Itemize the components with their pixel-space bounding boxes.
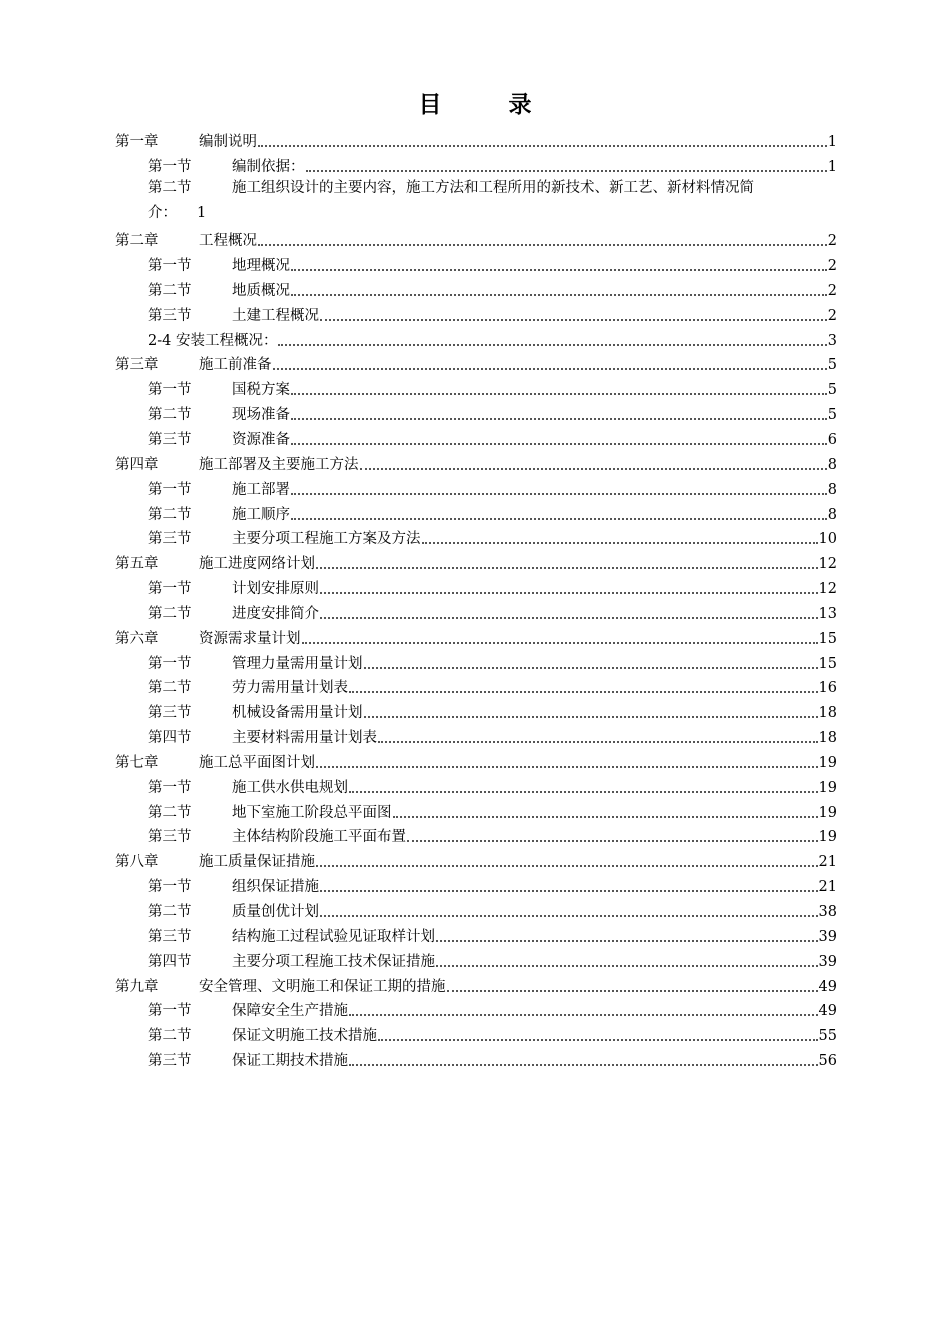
toc-entry-text: 施工总平面图计划 xyxy=(199,754,315,771)
toc-entry-number: 第四节 xyxy=(148,730,192,747)
toc-entry-text: 土建工程概况 xyxy=(232,307,319,324)
toc-entry-page: 1 xyxy=(827,133,837,150)
toc-entry-page: 6 xyxy=(827,431,837,448)
toc-entry-page: 1 xyxy=(827,158,837,175)
toc-entry-text: 资源准备 xyxy=(232,431,290,448)
toc-entry-page: 8 xyxy=(827,456,837,473)
toc-entry-section[interactable] xyxy=(115,772,837,797)
toc-dot-leader xyxy=(320,592,818,594)
toc-entry-page: 19 xyxy=(818,829,837,846)
toc-dot-leader xyxy=(258,244,827,246)
toc-entry-page: 39 xyxy=(818,953,837,970)
toc-entry-page: 15 xyxy=(818,630,837,647)
toc-entry-text: 结构施工过程试验见证取样计划 xyxy=(232,928,435,945)
toc-entry-number: 第一章 xyxy=(115,133,159,150)
toc-dot-leader xyxy=(291,443,827,445)
toc-entry-text: 施工部署 xyxy=(232,481,290,498)
toc-entry-number: 第三节 xyxy=(148,928,192,945)
toc-entry-number: 第一节 xyxy=(148,1003,192,1020)
toc-entry-section[interactable] xyxy=(115,797,837,822)
toc-entry-page: 8 xyxy=(827,481,837,498)
toc-entry-page: 13 xyxy=(818,605,837,622)
toc-entry-chapter[interactable] xyxy=(115,623,837,648)
toc-entry-number: 第一节 xyxy=(148,779,192,796)
toc-entry-chapter[interactable] xyxy=(115,971,837,996)
toc-entry-text-continued: 介： xyxy=(148,204,177,221)
toc-entry-text: 管理力量需用量计划 xyxy=(232,655,363,672)
toc-entry-text: 资源需求量计划 xyxy=(199,630,301,647)
toc-entry-number: 第二节 xyxy=(148,804,192,821)
toc-entry-text: 保证文明施工技术措施 xyxy=(232,1028,377,1045)
toc-entry-number: 第二章 xyxy=(115,233,159,250)
toc-entry-section[interactable] xyxy=(115,871,837,896)
table-of-contents xyxy=(115,126,837,1070)
toc-entry-number: 第一节 xyxy=(148,382,192,399)
toc-entry-number: 第三节 xyxy=(148,431,192,448)
toc-entry-text: 主体结构阶段施工平面布置 xyxy=(232,829,406,846)
toc-dot-leader xyxy=(360,468,827,470)
toc-entry-page: 55 xyxy=(818,1028,837,1045)
toc-dot-leader xyxy=(316,865,818,867)
toc-entry-page: 2 xyxy=(827,282,837,299)
toc-dot-leader xyxy=(436,940,818,942)
toc-entry-section[interactable] xyxy=(115,921,837,946)
toc-entry-text: 施工质量保证措施 xyxy=(199,854,315,871)
toc-entry-page: 19 xyxy=(818,754,837,771)
toc-entry-chapter[interactable] xyxy=(115,449,837,474)
toc-entry-page: 15 xyxy=(818,655,837,672)
toc-entry-section[interactable] xyxy=(115,374,837,399)
toc-entry-number: 第四章 xyxy=(115,456,159,473)
toc-entry-number: 第一节 xyxy=(148,879,192,896)
toc-entry-text: 编制依据： xyxy=(232,158,305,175)
toc-entry-number: 第八章 xyxy=(115,854,159,871)
toc-entry-section[interactable] xyxy=(115,697,837,722)
toc-dot-leader xyxy=(349,691,818,693)
toc-entry-text: 地下室施工阶段总平面图 xyxy=(232,804,392,821)
toc-entry-text: 安全管理、文明施工和保证工期的措施 xyxy=(199,978,446,995)
toc-entry-section[interactable] xyxy=(115,325,837,350)
toc-entry-page: 18 xyxy=(818,705,837,722)
toc-entry-page: 10 xyxy=(818,531,837,548)
toc-dot-leader xyxy=(320,319,827,321)
toc-entry-text: 保证工期技术措施 xyxy=(232,1053,348,1070)
toc-entry-text: 施工组织设计的主要内容，施工方法和工程所用的新技术、新工艺、新材料情况简 xyxy=(232,179,754,196)
toc-entry-text: 2-4 安装工程概况： xyxy=(148,332,278,349)
toc-entry-number: 第一节 xyxy=(148,655,192,672)
toc-dot-leader xyxy=(291,269,827,271)
toc-entry-section[interactable] xyxy=(115,996,837,1021)
toc-entry-section[interactable] xyxy=(115,499,837,524)
toc-dot-leader xyxy=(447,990,818,992)
toc-dot-leader xyxy=(291,294,827,296)
toc-entry-page: 21 xyxy=(818,854,837,871)
toc-entry-text: 保障安全生产措施 xyxy=(232,1003,348,1020)
toc-dot-leader xyxy=(278,344,826,346)
toc-entry-text: 施工部署及主要施工方法 xyxy=(199,456,359,473)
toc-entry-page: 38 xyxy=(818,904,837,920)
toc-entry-chapter[interactable] xyxy=(115,846,837,871)
toc-entry-number: 第九章 xyxy=(115,978,159,995)
toc-entry-page: 12 xyxy=(818,581,837,598)
toc-entry-page: 19 xyxy=(818,804,837,821)
toc-entry-page: 16 xyxy=(818,680,837,697)
toc-dot-leader xyxy=(378,1039,818,1041)
toc-entry-number: 第三节 xyxy=(148,829,192,846)
toc-entry-number: 第二节 xyxy=(148,282,192,299)
toc-entry-chapter[interactable] xyxy=(115,747,837,772)
toc-entry-text: 地理概况 xyxy=(232,258,290,275)
toc-dot-leader xyxy=(349,1014,818,1016)
toc-entry-text: 地质概况 xyxy=(232,282,290,299)
toc-entry-number: 第二节 xyxy=(148,407,192,424)
toc-entry-text: 施工前准备 xyxy=(199,357,272,374)
toc-dot-leader xyxy=(320,617,818,619)
toc-entry-page: 5 xyxy=(827,407,837,424)
toc-entry-section[interactable] xyxy=(115,250,837,275)
toc-dot-leader xyxy=(302,642,818,644)
toc-entry-number: 第三节 xyxy=(148,307,192,324)
toc-dot-leader xyxy=(349,1064,818,1066)
toc-entry-number: 第二节 xyxy=(148,506,192,523)
toc-entry-number: 第二节 xyxy=(148,904,192,920)
toc-entry-section[interactable] xyxy=(115,822,837,847)
toc-entry-page: 5 xyxy=(827,357,837,374)
toc-entry-number: 第一节 xyxy=(148,158,192,175)
toc-dot-leader xyxy=(393,816,818,818)
toc-entry-chapter[interactable] xyxy=(115,126,837,151)
toc-entry-number: 第一节 xyxy=(148,481,192,498)
toc-entry-section[interactable] xyxy=(115,648,837,673)
toc-dot-leader xyxy=(258,145,827,147)
toc-dot-leader xyxy=(273,368,827,370)
toc-entry-number: 第一节 xyxy=(148,581,192,598)
toc-entry-section[interactable] xyxy=(115,399,837,424)
toc-entry-number: 第二节 xyxy=(148,179,192,196)
toc-entry-number: 第七章 xyxy=(115,754,159,771)
toc-entry-page: 3 xyxy=(827,332,837,349)
toc-entry-chapter[interactable] xyxy=(115,350,837,375)
toc-entry-page: 18 xyxy=(818,730,837,747)
toc-dot-leader xyxy=(364,716,818,718)
toc-entry-page: 21 xyxy=(818,879,837,896)
toc-entry-text: 国税方案 xyxy=(232,382,290,399)
toc-dot-leader xyxy=(291,518,827,520)
toc-dot-leader xyxy=(407,840,818,842)
toc-entry-text: 施工进度网络计划 xyxy=(199,556,315,573)
toc-entry-page: 2 xyxy=(827,307,837,324)
toc-dot-leader xyxy=(316,766,818,768)
toc-entry-chapter[interactable] xyxy=(115,225,837,250)
toc-entry-section[interactable] xyxy=(115,300,837,325)
toc-entry-number: 第六章 xyxy=(115,630,159,647)
toc-entry-section[interactable] xyxy=(115,424,837,449)
toc-entry-text: 计划安排原则 xyxy=(232,581,319,598)
toc-entry-page: 39 xyxy=(818,928,837,945)
toc-entry-text: 施工供水供电规划 xyxy=(232,779,348,796)
toc-dot-leader xyxy=(349,791,818,793)
toc-title: 目 录 xyxy=(418,91,554,118)
toc-dot-leader xyxy=(436,965,818,967)
toc-entry-text: 机械设备需用量计划 xyxy=(232,705,363,722)
toc-dot-leader xyxy=(316,567,818,569)
toc-entry-text: 组织保证措施 xyxy=(232,879,319,896)
toc-dot-leader xyxy=(378,741,818,743)
toc-entry-text: 施工顺序 xyxy=(232,506,290,523)
toc-entry-page: 12 xyxy=(818,556,837,573)
toc-entry-text: 工程概况 xyxy=(199,233,257,250)
toc-dot-leader xyxy=(422,542,818,544)
toc-entry-text: 劳力需用量计划表 xyxy=(232,680,348,697)
toc-entry-section[interactable] xyxy=(115,176,837,226)
toc-entry-number: 第二节 xyxy=(148,605,192,622)
toc-entry-number: 第二节 xyxy=(148,1028,192,1045)
toc-entry-page: 56 xyxy=(818,1053,837,1070)
toc-entry-number: 第五章 xyxy=(115,556,159,573)
toc-entry-text: 主要分项工程施工方案及方法 xyxy=(232,531,421,548)
toc-entry-page: 2 xyxy=(827,258,837,275)
toc-entry-section[interactable] xyxy=(115,896,837,921)
toc-entry-section[interactable] xyxy=(115,573,837,598)
toc-dot-leader xyxy=(306,170,827,172)
toc-entry-section[interactable] xyxy=(115,1045,837,1070)
toc-entry-section[interactable] xyxy=(115,722,837,747)
toc-entry-text: 现场准备 xyxy=(232,407,290,424)
toc-entry-section[interactable] xyxy=(115,275,837,300)
toc-entry-section[interactable] xyxy=(115,673,837,698)
toc-entry-text: 主要材料需用量计划表 xyxy=(232,730,377,747)
toc-entry-section[interactable] xyxy=(115,598,837,623)
toc-entry-text: 进度安排简介 xyxy=(232,605,319,622)
toc-entry-number: 第三节 xyxy=(148,531,192,548)
toc-entry-page: 19 xyxy=(818,779,837,796)
toc-entry-section[interactable] xyxy=(115,524,837,549)
toc-entry-page: 1 xyxy=(197,204,207,221)
toc-dot-leader xyxy=(320,915,818,917)
toc-entry-page: 49 xyxy=(818,1003,837,1020)
toc-entry-section[interactable] xyxy=(115,946,837,971)
toc-entry-page: 5 xyxy=(827,382,837,399)
toc-dot-leader xyxy=(364,667,818,669)
toc-entry-chapter[interactable] xyxy=(115,548,837,573)
toc-entry-section[interactable] xyxy=(115,474,837,499)
toc-entry-page: 8 xyxy=(827,506,837,523)
toc-entry-section[interactable] xyxy=(115,151,837,176)
toc-entry-page: 49 xyxy=(818,978,837,995)
toc-entry-number: 第三节 xyxy=(148,1053,192,1070)
toc-dot-leader xyxy=(320,890,818,892)
toc-dot-leader xyxy=(291,493,827,495)
toc-dot-leader xyxy=(291,393,827,395)
toc-entry-text: 主要分项工程施工技术保证措施 xyxy=(232,953,435,970)
toc-entry-number: 第一节 xyxy=(148,258,192,275)
toc-entry-section[interactable] xyxy=(115,1020,837,1045)
toc-entry-text: 质量创优计划 xyxy=(232,904,319,920)
toc-entry-number: 第三章 xyxy=(115,357,159,374)
toc-entry-number: 第二节 xyxy=(148,680,192,697)
toc-dot-leader xyxy=(291,418,827,420)
toc-entry-page: 2 xyxy=(827,233,837,250)
toc-entry-number: 第三节 xyxy=(148,705,192,722)
toc-entry-number: 第四节 xyxy=(148,953,192,970)
toc-entry-text: 编制说明 xyxy=(199,133,257,150)
